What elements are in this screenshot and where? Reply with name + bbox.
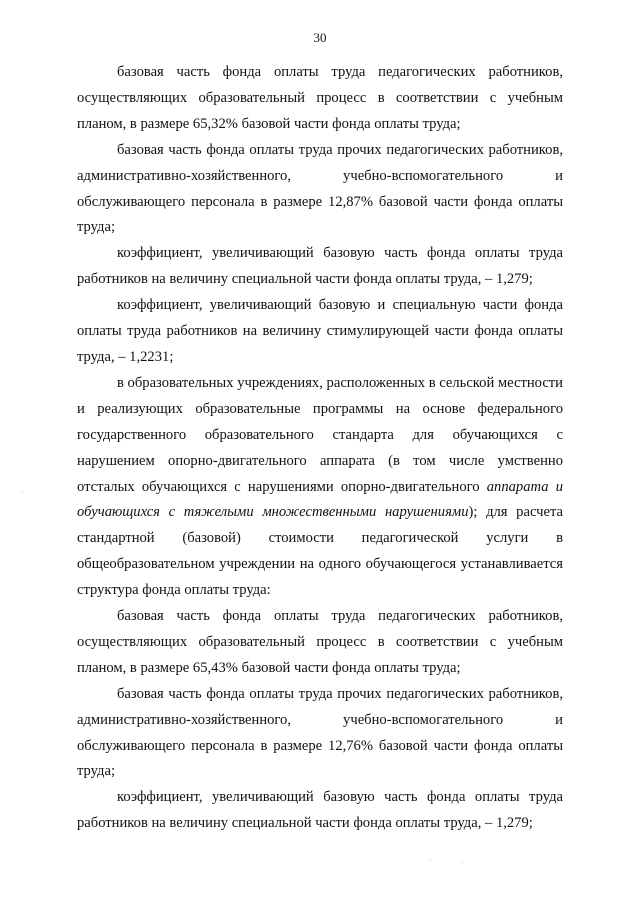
paragraph-base-ped-staff-2: базовая часть фонда оплаты труда педагогических работников, осуществляющих образовательный процесс в соответствии с учебным планом, в размере 65,43% базовой части фонда оплаты труда; [77,608,563,676]
rural-text-italic: аппарата и обучающихся с тяжелыми множественными нарушениями [77,478,563,521]
page-number: 30 [313,30,327,45]
paragraph-base-ped-staff-1: базовая часть фонда оплаты труда педагогических работников, осуществляющих образовательный процесс в соответствии с учебным планом, в размере 65,32% базовой части фонда оплаты труда; [77,64,563,132]
rural-text-start: в образовательных учреждениях, расположенных в сельской местности и реализующих образовательные программы на основе федерального государственного образовательного стандарта для обучающихся с нарушением опорно-двигательного аппарата (в том числе умственно отсталых обучающихся с нарушениями опорно-двигательного [77,374,563,495]
paragraph-special-coefficient-2: коэффициент, увеличивающий базовую часть фонда оплаты труда работников на величину специальной части фонда оплаты труда, – 1,279; [77,789,563,832]
rural-text-end: ); для расчета стандартной (базовой) стоимости педагогической услуги в общеобразовательном учреждении на одного обучающегося устанавливается структура фонда оплаты труда: [77,504,563,599]
scan-speck [462,862,463,863]
scan-speck [22,492,23,493]
document-body [77,60,563,837]
paragraph-base-other-staff-1: базовая часть фонда оплаты труда прочих педагогических работников, административно-хозяйственного, учебно-вспомогательного и обслуживающего персонала в размере 12,87% базовой части фонда оплаты труда; [77,141,563,236]
paragraph-base-other-staff-2: базовая часть фонда оплаты труда прочих педагогических работников, административно-хозяйственного, учебно-вспомогательного и обслуживающего персонала в размере 12,76% базовой части фонда оплаты труда; [77,685,563,780]
scan-speck [430,860,431,861]
paragraph-special-coefficient-1: коэффициент, увеличивающий базовую часть фонда оплаты труда работников на величину специальной части фонда оплаты труда, – 1,279; [77,245,563,288]
paragraph-stimulating-coefficient: коэффициент, увеличивающий базовую и специальную части фонда оплаты труда работников на величину стимулирующей части фонда оплаты труда, – 1,2231; [77,297,563,365]
paragraph-rural-schools [77,371,563,604]
